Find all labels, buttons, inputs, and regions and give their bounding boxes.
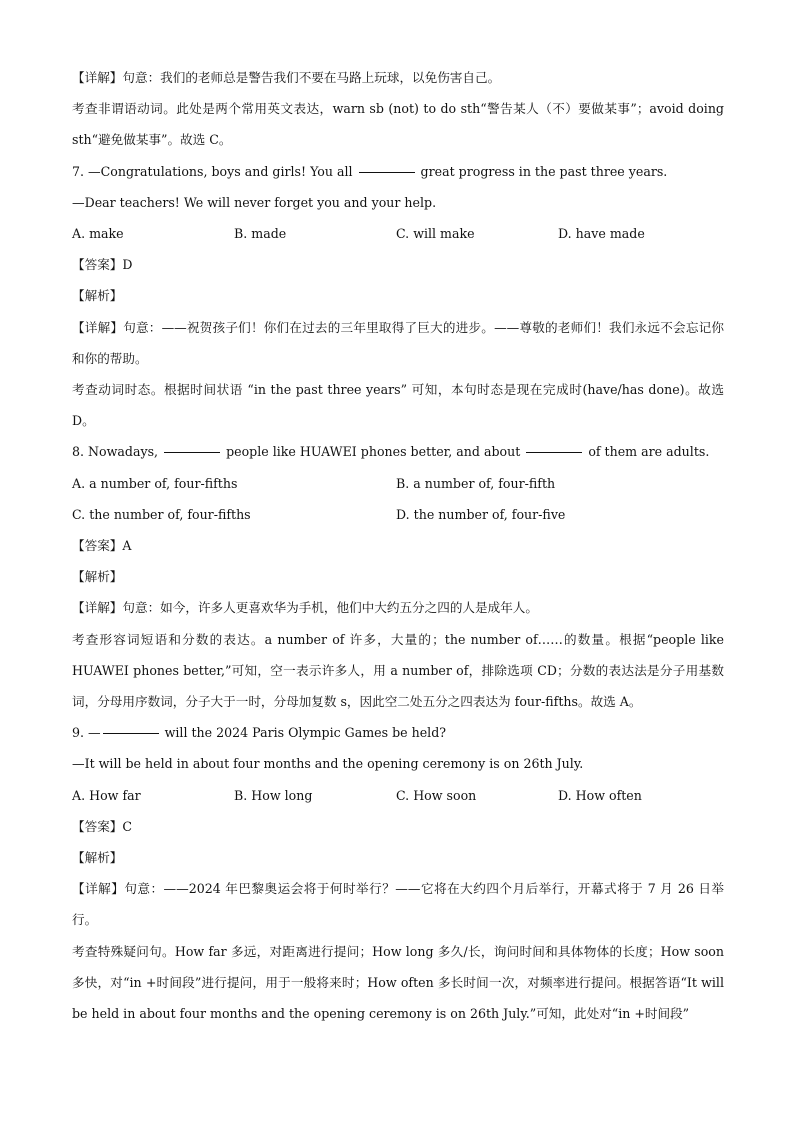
- q9-question: 9. — will the 2024 Paris Olympic Games be held?: [72, 725, 447, 741]
- q8-question: 8. Nowadays, people like HUAWEI phones better, and about of them are adults.: [72, 444, 710, 460]
- q8-option-b: B. a number of, four-fifth: [396, 475, 556, 491]
- q7-question: 7. —Congratulations, boys and girls! You all great progress in the past three years.: [72, 163, 668, 179]
- answer-blank: [164, 451, 220, 453]
- q8-option-c: C. the number of, four-fifths: [72, 506, 251, 522]
- q7-jiexi: 【解析】: [72, 288, 123, 304]
- q9-analysis: 考查特殊疑问句。How far 多远，对距离进行提问；How long 多久/长，询问时间和具体物体的长度；How soon 多快，对“in +时间段”进行提问，用于一般将来时；How often 多长时间一次，对频率进行提问。根据答语“It will be held in about four months and the opening ceremony is on 26th July.”可知，此处对“in +时间段”: [72, 943, 724, 1022]
- q7-answer: 【答案】D: [72, 257, 133, 273]
- q8-options-row1: [72, 468, 724, 499]
- q9-answer: 【答案】C: [72, 818, 133, 834]
- q9-reply: —It will be held in about four months and the opening ceremony is on 26th July.: [72, 756, 584, 772]
- q9-option-d: D. How often: [558, 787, 642, 803]
- q7-option-c: C. will make: [396, 226, 475, 242]
- q9-option-a: A. How far: [72, 787, 141, 803]
- q8-analysis: 考查形容词短语和分数的表达。a number of 许多，大量的；the number of……的数量。根据“people like HUAWEI phones better,”可知，空一表示许多人，用 a number of，排除选项 CD；分数的表达法是分子用基数词，分母用序数词，分子大于一时，分母加复数 s，因此空二处五分之四表达为 four-fifths。故选 A。: [72, 631, 724, 710]
- q9-option-b: B. How long: [234, 787, 313, 803]
- q8-answer: 【答案】A: [72, 538, 132, 554]
- q8-options-row2: [72, 499, 724, 530]
- q7-detail: 【详解】句意：——祝贺孩子们！你们在过去的三年里取得了巨大的进步。——尊敬的老师们！我们永远不会忘记你和你的帮助。: [72, 319, 725, 366]
- document-page: [72, 62, 724, 1029]
- q7-options: [72, 218, 724, 249]
- q7-option-d: D. have made: [558, 226, 645, 242]
- q6-detail: 【详解】句意：我们的老师总是警告我们不要在马路上玩球，以免伤害自己。: [72, 70, 501, 85]
- q7-reply: —Dear teachers! We will never forget you and your help.: [72, 194, 437, 210]
- answer-blank: [359, 171, 415, 173]
- answer-blank: [526, 451, 582, 453]
- q8-option-d: D. the number of, four-five: [396, 506, 566, 522]
- q7-analysis: 考查动词时态。根据时间状语 “in the past three years” 可知，本句时态是现在完成时(have/has done)。故选 D。: [72, 382, 724, 429]
- answer-blank: [103, 732, 159, 734]
- q9-option-c: C. How soon: [396, 787, 477, 803]
- q7-option-b: B. made: [234, 226, 287, 242]
- q9-detail: 【详解】句意：——2024 年巴黎奥运会将于何时举行？——它将在大约四个月后举行，开幕式将于 7 月 26 日举行。: [72, 881, 724, 928]
- q8-jiexi: 【解析】: [72, 569, 123, 585]
- detail-tag: 【详解】: [72, 70, 123, 85]
- q6-analysis: 考查非谓语动词。此处是两个常用英文表达，warn sb (not) to do sth“警告某人（不）要做某事”；avoid doing sth“避免做某事”。故选 C。: [72, 101, 724, 148]
- q7-option-a: A. make: [72, 226, 124, 242]
- q8-detail: 【详解】句意：如今，许多人更喜欢华为手机，他们中大约五分之四的人是成年人。: [72, 600, 538, 616]
- q8-option-a: A. a number of, four-fifths: [72, 475, 238, 491]
- q9-options: [72, 780, 724, 811]
- q9-jiexi: 【解析】: [72, 850, 123, 866]
